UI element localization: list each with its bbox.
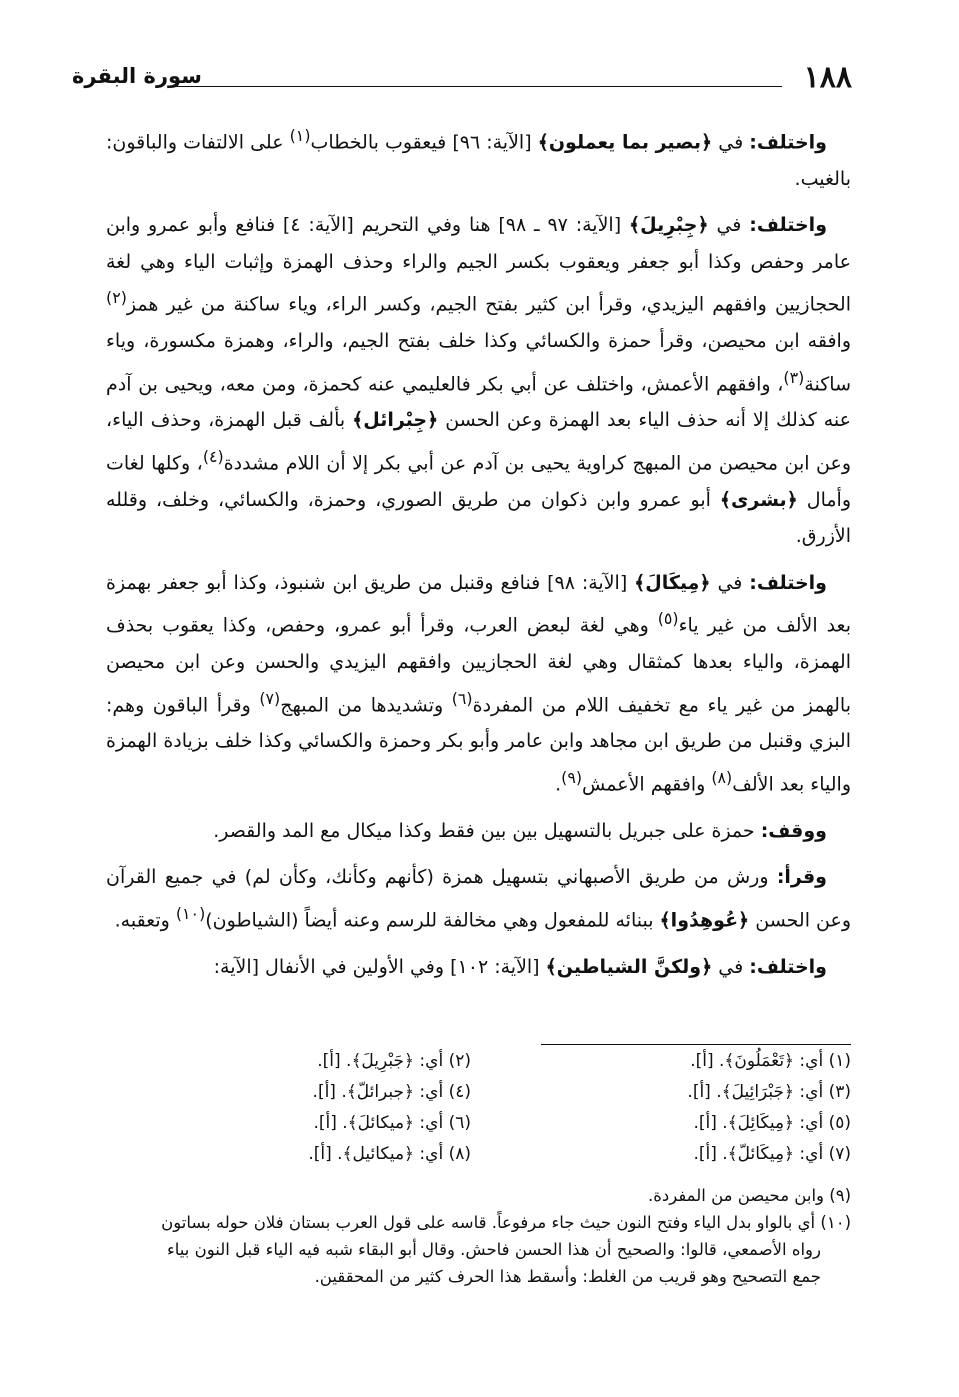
text-run: [الآية: ٩٧ ـ ٩٨] هنا وفي التحريم [الآية: ٤] فنافع وأبو عمرو وابن عامر وحفص وكذا أبو جعفر ويعقوب بكسر الجيم والراء وحذف الهمزة وإثبات الياء وهي لغة الحجازيين وافقهم اليزيدي، وقرأ ابن كثير بفتح الجيم، وكسر الراء، وياء ساكنة من غير همز — [106, 214, 851, 316]
text-run: ورش من طريق الأصبهاني بتسهيل همزة (كأنهم وكأنك، وكأن لم) في جميع القرآن وعن الحسن — [106, 866, 851, 932]
quran-word: ﴿جِبْرِيلَ﴾ — [628, 214, 709, 237]
paragraph — [106, 813, 851, 850]
text-run: ، وكلها لغات وأمال — [106, 452, 851, 511]
paragraph — [106, 118, 851, 197]
text-run: وهي لغة لبعض العرب، وقرأ أبو عمرو، وحفص، وكذا يعقوب بحذف الهمزة، والياء بعدها كمثقال وهي لغة الحجازيين وافقهم اليزيدي والحسن وعن ابن محيصن بالهمز من غير ياء مع تخفيف اللام من المفردة — [106, 614, 851, 716]
footnote-ref: (٥) — [657, 609, 679, 629]
footnote-row — [106, 1112, 851, 1143]
footnote-row — [106, 1050, 851, 1081]
quran-word: ﴿بصير بما يعملون﴾ — [537, 131, 713, 154]
text-run: في — [712, 131, 750, 154]
footnotes-grid — [106, 1050, 851, 1174]
footnote-left: (٦) أي: ﴿ميكائلَ﴾. [أ]. — [313, 1113, 471, 1133]
footnote-left: (٢) أي: ﴿جَبْرِيلَ﴾. [أ]. — [317, 1051, 471, 1071]
footnote-ref: (٢) — [106, 288, 127, 308]
footnote-ref: (٨) — [711, 767, 733, 787]
page-number: ١٨٨ — [803, 60, 852, 95]
keyword: واختلف: — [749, 571, 827, 594]
quran-word: ﴿مِيكَالَ﴾ — [634, 571, 711, 594]
page-header — [72, 60, 852, 100]
text-run: وافقهم الأعمش — [582, 773, 712, 796]
text-run: [الآية: ٩٨] فنافع وقنبل من طريق ابن شنبوذ، وكذا أبو جعفر بهمزة بعد الألف من غير ياء — [106, 571, 851, 637]
text-run: ببنائه للمفعول وهي مخالفة للرسم وعنه أيضاً (الشياطون) — [205, 909, 660, 932]
footnote-ref: (٩) — [561, 767, 583, 787]
text-run: أبو عمرو وابن ذكوان من طريق الصوري، وحمزة، والكسائي، وخلف، وقلله الأزرق. — [106, 488, 851, 548]
quran-word: ﴿بشرى﴾ — [719, 488, 798, 511]
footnote-ref: (١٠) — [175, 903, 206, 923]
paragraph — [106, 565, 851, 803]
keyword: واختلف: — [749, 131, 827, 154]
footnote-left: (٨) أي: ﴿ميكائيل﴾. [أ]. — [308, 1144, 471, 1164]
text-run: في — [708, 214, 750, 237]
text-run: في — [712, 955, 750, 978]
footnote-10-line-3: جمع التصحيح وهو قريب من الغلط: وأسقط هذا الحرف كثير من المحققين. — [314, 1267, 821, 1286]
footnote-ref: (٣) — [783, 367, 805, 387]
main-text — [106, 118, 851, 995]
footnote-ref: (٤) — [202, 446, 224, 466]
footnote-row — [106, 1081, 851, 1112]
footnote-ref: (٦) — [451, 688, 473, 708]
text-run: بألف قبل الهمزة، وحذف الياء، وعن ابن محيصن من المبهج كراوية يحيى بن آدم عن أبي بكر إلا أن اللام مشددة — [106, 409, 851, 475]
paragraph — [106, 949, 851, 986]
text-run: وتعقبه. — [114, 909, 176, 932]
quran-word: ﴿جِبْرائل﴾ — [352, 409, 439, 432]
footnote-9: (٩) وابن محيصن من المفردة. — [647, 1186, 851, 1205]
keyword: وقرأ: — [776, 866, 827, 889]
keyword: واختلف: — [749, 214, 828, 237]
text-run: [الآية: ٩٦] فيعقوب بالخطاب — [310, 131, 538, 154]
text-run: ، وافقهم الأعمش، واختلف عن أبي بكر فالعليمي عنه كحمزة، ومن معه، ويحيى بن آدم عنه كذلك إلا أنه حذف الياء بعد الهمزة وعن الحسن — [106, 372, 851, 432]
text-run: حمزة على جبريل بالتسهيل بين بين فقط وكذا ميكال مع المد والقصر. — [213, 819, 761, 842]
footnote-right: (٣) أي: ﴿جَبْرَائِيلَ﴾. [أ]. — [687, 1082, 851, 1102]
footnote-ref: (٧) — [259, 688, 281, 708]
footnote-10-line-1: (١٠) أي بالواو بدل الياء وفتح النون حيث جاء مرفوعاً. قاسه على قول العرب بستان فلان حوله بساتون — [161, 1213, 851, 1232]
text-run: [الآية: ١٠٢] وفي الأولين في الأنفال [الآية: — [213, 955, 546, 978]
text-run: في — [710, 571, 750, 594]
text-run: . — [555, 773, 562, 796]
footnote-right: (١) أي: ﴿تَعْمَلُونَ﴾. [أ]. — [690, 1051, 851, 1071]
paragraph — [106, 207, 851, 554]
header-rule — [172, 86, 782, 87]
footnote-left: (٤) أي: ﴿جبرائلّ﴾. [أ]. — [312, 1082, 471, 1102]
footnote-row — [106, 1143, 851, 1174]
keyword: واختلف: — [749, 955, 827, 978]
footnote-10-line-2: رواه الأصمعي، قالوا: والصحيح أن هذا الحسن فاحش. وقال أبو البقاء شبه فيه الياء قبل النون بياء — [166, 1240, 821, 1259]
text-run: وافقه ابن محيصن، وقرأ حمزة والكسائي وكذا خلف بفتح الجيم، والراء، وهمزة مكسورة، وياء ساكنة — [106, 330, 851, 395]
footnote-separator — [541, 1044, 851, 1045]
text-run: وقرأ الباقون وهم: البزي وقنبل من طريق ابن مجاهد وابن عامر وأبو بكر وحمزة والكسائي وكذا خلف بزيادة الهمزة والياء بعد الألف — [106, 693, 851, 796]
text-run: وتشديدها من المبهج — [280, 693, 452, 716]
keyword: ووقف: — [760, 819, 827, 842]
footnote-right: (٥) أي: ﴿مِيكَائِلَ﴾. [أ]. — [693, 1113, 851, 1133]
footnotes-long — [106, 1182, 851, 1290]
paragraph — [106, 859, 851, 938]
footnote-right: (٧) أي: ﴿مِيكَائلّ﴾. [أ]. — [693, 1144, 851, 1164]
footnote-ref: (١) — [289, 126, 311, 145]
surah-name: سورة البقرة — [72, 64, 202, 88]
quran-word: ﴿عُوهِدُوا﴾ — [659, 909, 750, 932]
quran-word: ﴿ولكنَّ الشياطين﴾ — [545, 955, 713, 978]
text-run: على الالتفات والباقون: بالغيب. — [106, 131, 851, 190]
